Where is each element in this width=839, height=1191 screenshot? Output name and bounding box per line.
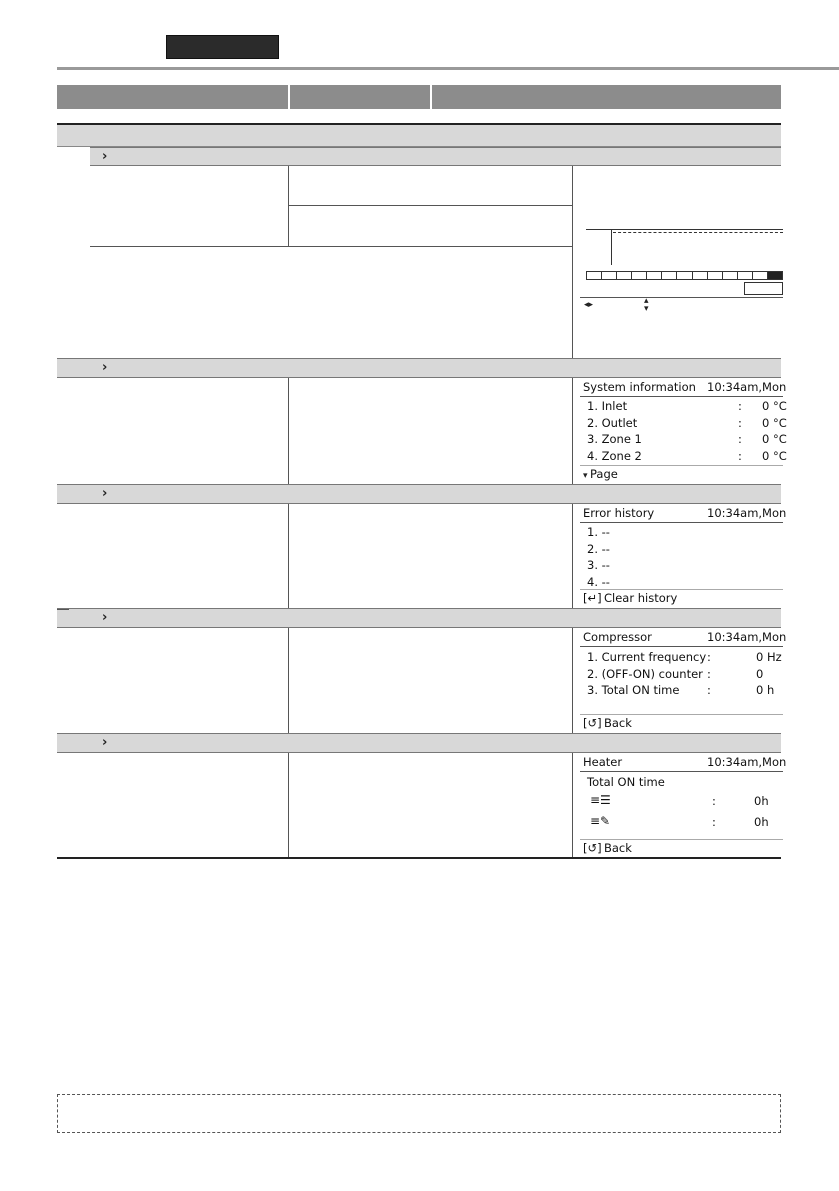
value-box xyxy=(744,282,783,295)
screen-rule xyxy=(580,396,783,397)
chevron-right-icon: › xyxy=(102,149,108,164)
chevron-right-icon: › xyxy=(102,486,108,501)
cell-divider xyxy=(288,166,289,246)
triangle-down-icon: ▾ xyxy=(583,471,588,481)
subsection-bar-5 xyxy=(57,733,781,753)
screen-rule xyxy=(580,839,783,840)
row-sep: : xyxy=(707,666,711,681)
row-sep: : xyxy=(738,415,742,430)
graph-top-line xyxy=(586,229,783,230)
error-history-screen xyxy=(576,504,787,608)
graph-vertical-line xyxy=(611,229,612,265)
row-label: 1. Inlet xyxy=(587,399,628,413)
back-label: Back xyxy=(604,841,632,855)
error-row: 1. -- xyxy=(587,525,610,539)
row-sep: : xyxy=(712,794,716,808)
note-box xyxy=(57,1094,781,1133)
system-info-screen xyxy=(576,378,787,484)
segment-bar xyxy=(586,271,783,280)
segment-row xyxy=(586,271,783,280)
segment xyxy=(662,272,677,279)
compressor-screen xyxy=(576,628,787,733)
row-label: 2. (OFF-ON) counter xyxy=(587,666,703,681)
row-sep: : xyxy=(712,815,716,829)
segment xyxy=(647,272,662,279)
error-row: 2. -- xyxy=(587,541,610,556)
row-sep: : xyxy=(738,448,742,463)
row-value: 0 °C xyxy=(762,399,787,413)
row-value: 0 °C xyxy=(762,432,787,446)
screen-time: 10:34am,Mon xyxy=(707,380,787,394)
chevron-right-icon: › xyxy=(102,735,108,750)
screen-rule xyxy=(580,646,783,647)
table-bottom-rule xyxy=(57,857,781,859)
row-sep: : xyxy=(707,650,711,664)
screen-time: 10:34am,Mon xyxy=(707,755,787,769)
graph-screen xyxy=(576,166,783,358)
segment xyxy=(723,272,738,279)
top-rule xyxy=(57,67,839,70)
screen-title: Error history xyxy=(583,506,655,520)
segment xyxy=(693,272,708,279)
screen-rule xyxy=(580,771,783,772)
backup-heater-icon: ≡☰ xyxy=(590,793,611,807)
heater-screen xyxy=(576,753,787,858)
chevron-right-icon: › xyxy=(102,610,108,625)
row-tick xyxy=(57,609,69,610)
segment xyxy=(677,272,692,279)
screen-title: System information xyxy=(583,380,696,394)
screen-rule xyxy=(580,465,783,466)
screen-rule xyxy=(580,714,783,715)
screen-rule xyxy=(580,297,783,298)
left-right-arrows-icon: ◂▸ xyxy=(584,300,594,310)
cell-divider xyxy=(572,628,573,733)
chevron-right-icon: › xyxy=(102,360,108,375)
error-row: 4. -- xyxy=(587,574,610,589)
row-label: 3. Zone 1 xyxy=(587,432,642,446)
segment xyxy=(587,272,602,279)
cell-divider xyxy=(572,378,573,484)
row-value: 0 h xyxy=(756,683,775,697)
cell-divider xyxy=(288,628,289,733)
segment xyxy=(632,272,647,279)
segment xyxy=(753,272,768,279)
clear-history-label: Clear history xyxy=(604,591,678,605)
page-label: Page xyxy=(590,467,618,481)
header-divider-1 xyxy=(288,85,290,109)
cell-divider xyxy=(288,378,289,484)
cell-rule xyxy=(288,205,572,206)
header-divider-2 xyxy=(430,85,432,109)
row-value: 0 °C xyxy=(762,448,787,463)
segment xyxy=(602,272,617,279)
tank-heater-icon: ≡✎ xyxy=(590,814,611,828)
row-label: 1. Current frequency xyxy=(587,650,707,664)
segment xyxy=(738,272,753,279)
row-label: 4. Zone 2 xyxy=(587,448,642,463)
cell-divider xyxy=(572,504,573,608)
cell-divider xyxy=(288,753,289,858)
row-label: 2. Outlet xyxy=(587,415,638,430)
row-value: 0h xyxy=(754,815,769,829)
return-key-icon: [↺] xyxy=(583,841,602,855)
segment xyxy=(708,272,723,279)
screen-rule xyxy=(580,522,783,523)
row-value: 0 °C xyxy=(762,415,787,430)
error-row: 3. -- xyxy=(587,558,610,572)
row-sep: : xyxy=(738,399,742,413)
row-value: 0 xyxy=(756,666,764,681)
screen-time: 10:34am,Mon xyxy=(707,630,787,644)
cell-divider xyxy=(572,753,573,858)
category-bar xyxy=(57,123,781,147)
cell-divider xyxy=(572,166,573,358)
segment xyxy=(617,272,632,279)
segment xyxy=(768,272,782,279)
row-sep: : xyxy=(707,683,711,697)
return-key-icon: [↺] xyxy=(583,716,602,730)
subsection-bar-3 xyxy=(57,484,781,504)
cell-divider xyxy=(288,504,289,608)
heater-subtitle: Total ON time xyxy=(587,775,665,789)
row-value: 0 Hz xyxy=(756,650,782,664)
table-header-bar xyxy=(57,85,781,109)
screen-time: 10:34am,Mon xyxy=(707,506,787,520)
cell-rule xyxy=(90,246,572,247)
subsection-bar-1 xyxy=(90,147,781,166)
subsection-bar-4 xyxy=(57,608,781,628)
up-down-arrows-icon: ▴ ▾ xyxy=(644,296,649,314)
screen-title: Heater xyxy=(583,755,623,769)
row-value: 0h xyxy=(754,794,769,808)
back-label: Back xyxy=(604,716,632,730)
section-tab xyxy=(166,35,279,59)
subsection-bar-2 xyxy=(57,358,781,378)
enter-key-icon: [↵] xyxy=(583,591,602,605)
graph-dashed-line xyxy=(613,232,783,233)
row-label: 3. Total ON time xyxy=(587,683,680,697)
screen-title: Compressor xyxy=(583,630,652,644)
screen-rule xyxy=(580,589,783,590)
row-sep: : xyxy=(738,432,742,446)
